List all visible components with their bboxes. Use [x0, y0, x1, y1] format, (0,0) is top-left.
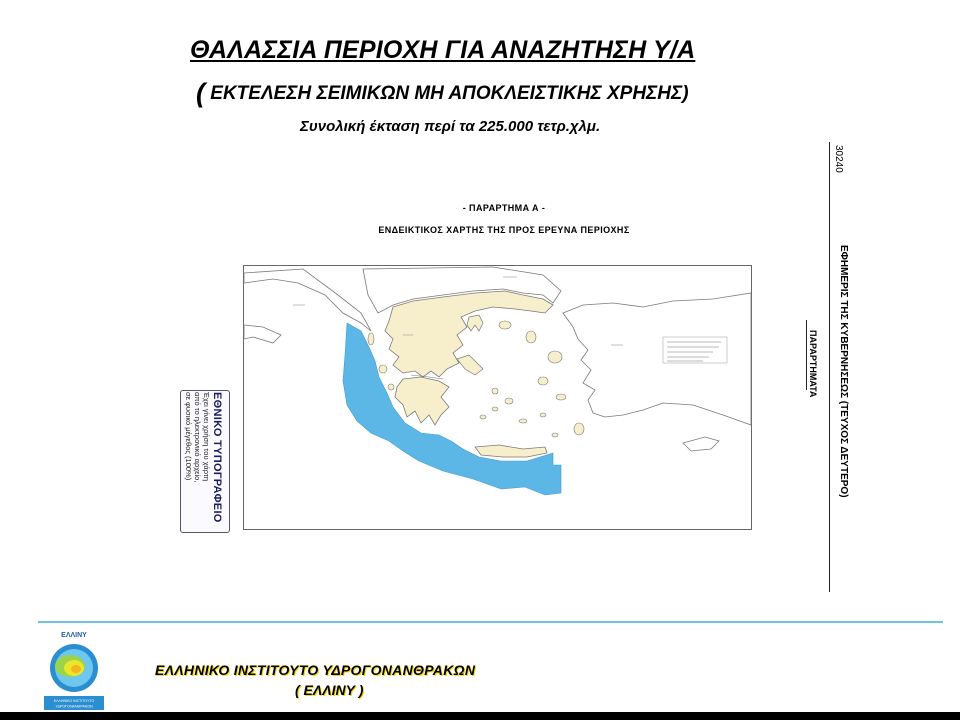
subtitle-open-paren: (: [196, 78, 205, 108]
island-lemnos: [526, 331, 536, 343]
stamp-line: σε φυσικό μέγεθος (100%): [184, 392, 193, 481]
gazette-rule: [829, 142, 830, 592]
area-note: Συνολική έκταση περί τα 225.000 τετρ.χλμ.: [300, 118, 601, 135]
island-paros: [492, 407, 498, 411]
island-corfu: [368, 333, 374, 345]
island-kos: [540, 413, 546, 417]
annexes-label: ΠΑΡΑΡΤΗΜΑΤΑ: [808, 330, 818, 398]
island-milos: [480, 415, 486, 419]
island-andros: [492, 388, 498, 394]
island-amorgos: [519, 419, 527, 423]
page-number: 30240: [833, 145, 844, 173]
slide-title: ΘΑΛΑΣΣΙΑ ΠΕΡΙΟΧΗ ΓΙΑ ΑΝΑΖΗΤΗΣΗ Υ/Α: [190, 36, 696, 64]
stamp-line: από το ηλεκτρονικό αρχείο,: [193, 392, 202, 483]
map-title: ΕΝΔΕΙΚΤΙΚΟΣ ΧΑΡΤΗΣ ΤΗΣ ΠΡΟΣ ΕΡΕΥΝΑ ΠΕΡΙΟΧΗΣ: [378, 225, 630, 235]
island-rhodes: [574, 423, 584, 435]
island-kefalonia: [379, 365, 387, 373]
annex-rule: [806, 320, 807, 390]
stamp-content: [184, 392, 223, 532]
stamp-title: ΕΘΝΙΚΟ ΤΥΠΟΓΡΑΦΕΙΟ: [211, 392, 223, 523]
island-thasos: [499, 321, 511, 329]
island-samos: [556, 394, 566, 400]
svg-text:ΕΛΛΙΝΥ: ΕΛΛΙΝΥ: [61, 632, 87, 639]
island-karpathos: [552, 433, 558, 437]
svg-text:ΕΛΛΗΝΙΚΟ ΙΝΣΤΙΤΟΥΤΟ: ΕΛΛΗΝΙΚΟ ΙΝΣΤΙΤΟΥΤΟ: [53, 699, 95, 703]
island-lesvos: [548, 351, 562, 363]
island-chios: [538, 377, 548, 385]
gazette-title: ΕΦΗΜΕΡΙΣ ΤΗΣ ΚΥΒΕΡΝΗΣΕΩΣ (ΤΕΥΧΟΣ ΔΕΥΤΕΡΟ): [838, 245, 849, 498]
institute-name: ΕΛΛΗΝΙΚΟ ΙΝΣΤΙΤΟΥΤΟ ΥΔΡΟΓΟΝΑΝΘΡΑΚΩΝ: [155, 662, 476, 678]
bottom-bar: [0, 712, 960, 720]
subtitle-text: ΕΚΤΕΛΕΣΗ ΣΕΙΜΙΚΩΝ ΜΗ ΑΠΟΚΛΕΙΣΤΙΚΗΣ ΧΡΗΣΗΣ: [205, 83, 683, 104]
island-zakynthos: [388, 384, 394, 390]
stamp-line: Έχει γίνει χρήση του χάρτη: [202, 392, 211, 482]
subtitle-close-paren: ): [682, 83, 689, 104]
institute-abbreviation: ( ΕΛΛΙΝΥ ): [295, 682, 364, 698]
annex-title: - ΠΑΡΑΡΤΗΜΑ Α -: [462, 203, 546, 213]
search-area-map: [243, 265, 752, 530]
footer-divider: [38, 621, 943, 623]
island-naxos: [505, 398, 513, 404]
slide-subtitle: [196, 78, 689, 109]
svg-text:ΥΔΡΟΓΟΝΑΝΘΡΑΚΩΝ: ΥΔΡΟΓΟΝΑΝΘΡΑΚΩΝ: [55, 704, 93, 709]
elliny-logo: [40, 628, 108, 712]
map-legend: [663, 337, 727, 363]
